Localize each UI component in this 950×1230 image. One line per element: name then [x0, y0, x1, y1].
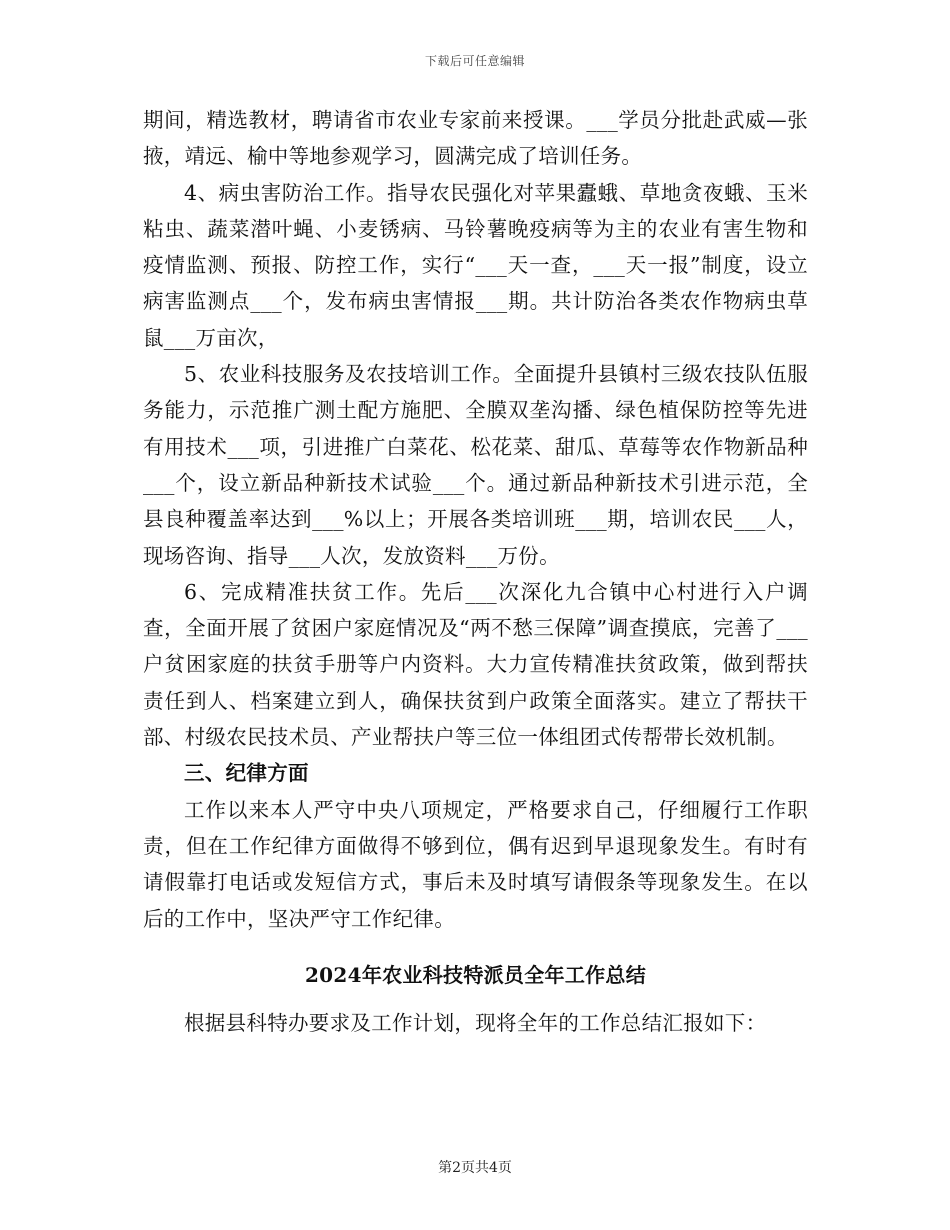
paragraph-tech-service: 5、农业科技服务及农技培训工作。全面提升县镇村三级农技队伍服务能力，示范推广测土配方施肥、全膜双垄沟播、绿色植保防控等先进有用技术___项，引进推广白菜花、松花菜、甜瓜、草莓等农作物新品种___个，设立新品种新技术试验___个。通过新品种新技术引进示范，全县良种覆盖率达到___%以上；开展各类培训班___期，培训农民___人，现场咨询、指导___人次，发放资料___万份。 [143, 362, 808, 568]
paragraph-training-continued: 期间，精选教材，聘请省市农业专家前来授课。___学员分批赴武威—张掖，靖远、榆中等地参观学习，圆满完成了培训任务。 [143, 108, 808, 169]
paragraph-poverty-alleviation: 6、完成精准扶贫工作。先后___次深化九合镇中心村进行入户调查，全面开展了贫困户家庭情况及“两不愁三保障”调查摸底，完善了___户贫困家庭的扶贫手册等户内资料。大力宣传精准扶贫政策，做到帮扶责任到人、档案建立到人，确保扶贫到户政策全面落实。建立了帮扶干部、村级农民技术员、产业帮扶户等三位一体组团式传帮带长效机制。 [143, 579, 808, 750]
page-footer: 第2页共4页 [438, 1160, 512, 1176]
paragraph-pest-control: 4、病虫害防治工作。指导农民强化对苹果蠹蛾、草地贪夜蛾、玉米粘虫、蔬菜潜叶蝇、小麦锈病、马铃薯晚疫病等为主的农业有害生物和疫情监测、预报、防控工作，实行“___天一查，___天一报”制度，设立病害监测点___个，发布病虫害情报___期。共计防治各类农作物病虫草鼠___万亩次， [143, 180, 808, 350]
document-title: 2024年农业科技特派员全年工作总结 [304, 962, 647, 987]
paragraph-summary-intro: 根据县科特办要求及工作计划，现将全年的工作总结汇报如下： [184, 1010, 767, 1035]
paragraph-discipline: 工作以来本人严守中央八项规定，严格要求自己，仔细履行工作职责，但在工作纪律方面做得不够到位，偶有迟到早退现象发生。有时有请假靠打电话或发短信方式，事后未及时填写请假条等现象发生。在以后的工作中，坚决严守工作纪律。 [143, 797, 808, 931]
document-body [143, 102, 808, 1041]
section-heading-discipline: 三、纪律方面 [184, 761, 309, 786]
page-header: 下载后可任意编辑 [424, 54, 525, 68]
